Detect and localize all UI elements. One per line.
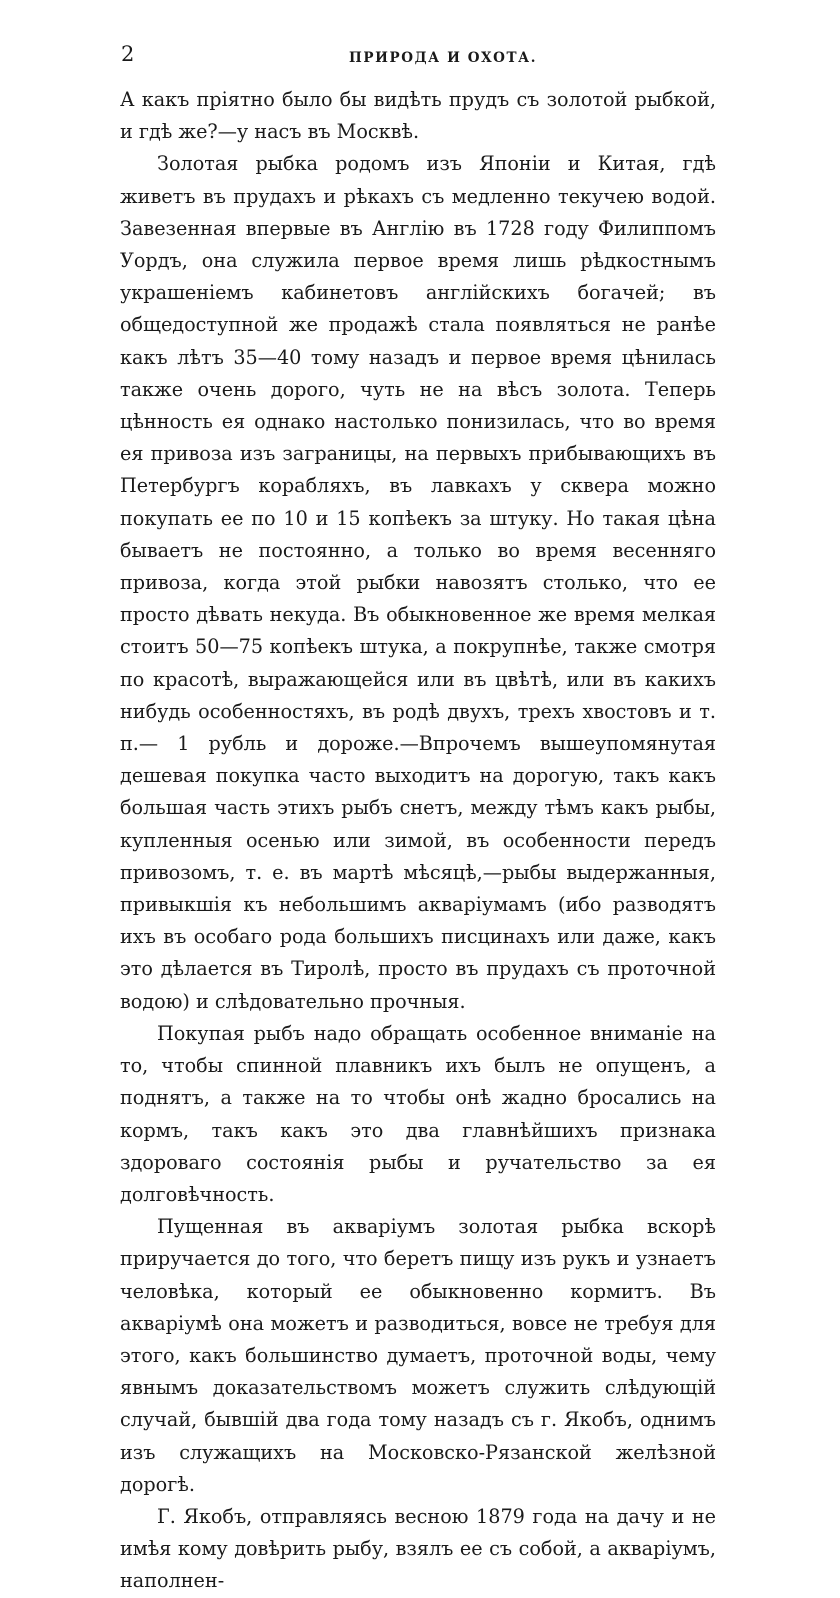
page-number: 2 [121, 42, 135, 66]
paragraph: Пущенная въ акваріумъ золотая рыбка вскорѣ приручается до того, что беретъ пищу изъ рукъ и узнаетъ человѣка, который ее обыкновенно кормитъ. Въ акваріумѣ она можетъ и разводиться, вовсе не требуя для этого, какъ большинство думаетъ, проточной воды, чему явнымъ доказательствомъ можетъ служить слѣдующій случай, бывшій два года тому назадъ съ г. Якобъ, однимъ изъ служащихъ на Московско-Рязанской желѣзной дорогѣ. [120, 1215, 716, 1496]
paragraph: Г. Якобъ, отправляясь весною 1879 года на дачу и не имѣя кому довѣрить рыбу, взялъ ее съ собой, а акваріумъ, наполнен- [120, 1504, 716, 1593]
paragraph: А какъ пріятно было бы видѣть прудъ съ золотой рыбкой, и гдѣ же?—у насъ въ Москвѣ. [120, 88, 716, 144]
paragraph: Покупая рыбъ надо обращать особенное вниманіе на то, чтобы спинной плавникъ ихъ былъ не опущенъ, а поднятъ, а также на то чтобы онѣ жадно бросались на кормъ, такъ какъ это два главнѣйшихъ признака здороваго состоянія рыбы и ручательство за ея долговѣчность. [120, 1021, 716, 1206]
page-body [120, 84, 716, 1598]
running-title: ПРИРОДА И ОХОТА. [349, 50, 538, 66]
paragraph: Золотая рыбка родомъ изъ Японіи и Китая, гдѣ живетъ въ прудахъ и рѣкахъ съ медленно текучею водой. Завезенная впервые въ Англію въ 1728 году Филиппомъ Уордъ, она служила первое время лишь рѣдкостнымъ украшеніемъ кабинетовъ англійскихъ богачей; въ общедоступной же продажѣ стала появляться не ранѣе какъ лѣтъ 35—40 тому назадъ и первое время цѣнилась также очень дорого, чуть не на вѣсъ золота. Теперь цѣнность ея однако настолько понизилась, что во время ея привоза изъ заграницы, на первыхъ прибывающихъ въ Петербургъ корабляхъ, въ лавкахъ у сквера можно покупать ее по 10 и 15 копѣекъ за штуку. Но такая цѣна бываетъ не постоянно, а только во время весенняго привоза, когда этой рыбки навозятъ столько, что ее просто дѣвать некуда. Въ обыкновенное же время мелкая стоитъ 50—75 копѣекъ штука, а покрупнѣе, также смотря по красотѣ, выражающейся или въ цвѣтѣ, или въ какихъ нибудь особенностяхъ, въ родѣ двухъ, трехъ хвостовъ и т. п.— 1 рубль и дороже.—Впрочемъ вышеупомянутая дешевая покупка часто выходитъ на дорогую, такъ какъ большая часть этихъ рыбъ снетъ, между тѣмъ какъ рыбы, купленныя осенью или зимой, въ особенности передъ привозомъ, т. е. въ мартѣ мѣсяцѣ,—рыбы выдержанныя, привыкшія къ небольшимъ акваріумамъ (ибо разводятъ ихъ въ особаго рода большихъ писцинахъ или даже, какъ это дѣлается въ Тиролѣ, просто въ прудахъ съ проточной водою) и слѣдовательно прочныя. [120, 152, 716, 1013]
